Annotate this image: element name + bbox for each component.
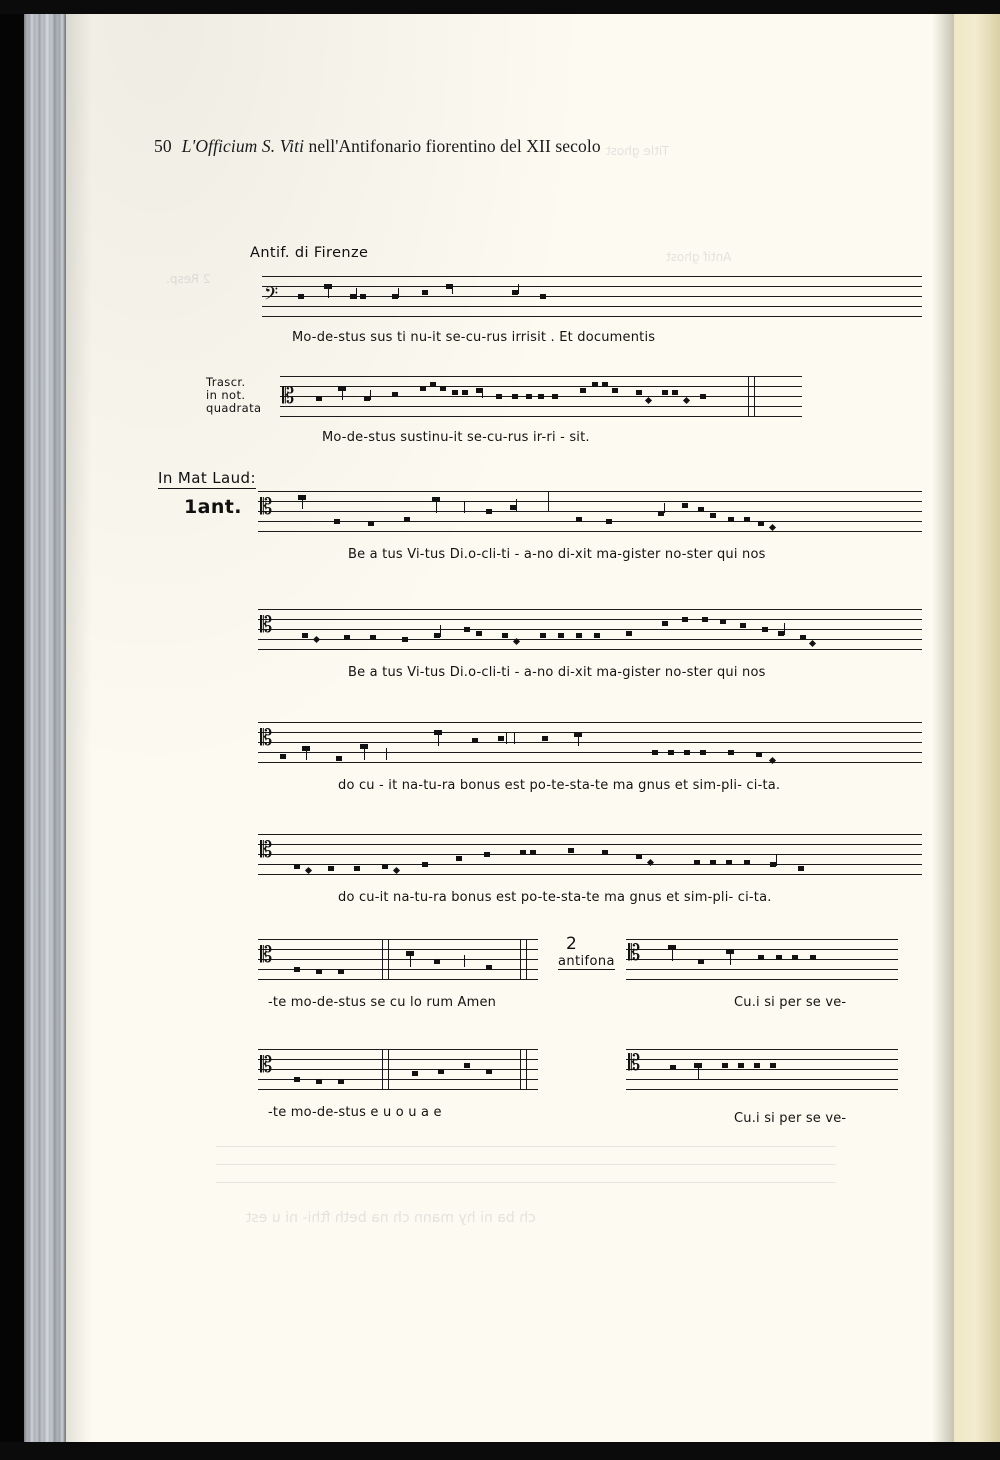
label-in-mat-laud: In Mat Laud:: [158, 469, 256, 487]
page-recto: [66, 14, 956, 1442]
clef-c: 𝄡: [282, 384, 295, 409]
staff-system-4: [258, 609, 922, 680]
staff-system-3: [258, 491, 922, 562]
left-gutter: [0, 0, 26, 1460]
staff-lines: [280, 376, 802, 418]
label-transcription-l1: Trascr.: [206, 375, 246, 389]
staff-system-8b: [626, 1049, 898, 1126]
staff-system-7a: [258, 939, 538, 1010]
staff-system-1: [262, 276, 922, 345]
bleed-through-text: 2 Resp.: [166, 272, 211, 286]
clef-c: 𝄡: [260, 943, 273, 968]
staff-system-5: [258, 722, 922, 793]
clef-c: 𝄡: [260, 838, 273, 863]
clef-c: 𝄡: [260, 613, 273, 638]
clef-c: 𝄡: [260, 726, 273, 751]
label-ant-2-number: 2: [566, 934, 578, 954]
clef-f: 𝄢: [264, 284, 279, 309]
chant-text-1: Mo-de-stus sus ti nu-it se-cu-rus irrisit . Et documentis: [292, 330, 656, 345]
clef-c: 𝄡: [260, 1053, 273, 1078]
chant-text-7b: Cu.i si per se ve-: [734, 995, 847, 1010]
label-antif-di-firenze: Antif. di Firenze: [250, 245, 369, 261]
bleed-through-rule: [216, 1146, 836, 1147]
bleed-through-text: Antif ghost: [666, 250, 732, 264]
clef-c: 𝄡: [628, 1051, 641, 1076]
page-number: 50: [154, 136, 172, 156]
clef-c: 𝄡: [628, 941, 641, 966]
page-edge-stack: [24, 0, 68, 1460]
chant-text-2: Mo-de-stus sustinu-it se-cu-rus ir-ri - sit.: [322, 430, 590, 445]
staff-system-8a: [258, 1049, 538, 1120]
chant-text-5: do cu - it na-tu-ra bonus est po-te-sta-te ma gnus et sim-pli- ci-ta.: [338, 778, 781, 793]
clef-c: 𝄡: [260, 495, 273, 520]
chant-text-3: Be a tus Vi-tus Di.o-cli-ti - a-no di-xit ma-gister no-ster qui nos: [348, 547, 766, 562]
staff-system-6: [258, 834, 922, 905]
page-fold-shadow: [932, 14, 954, 1442]
bleed-through-text: ch ba ni hy mann ch na beth fthi- ni u est: [246, 1210, 536, 1226]
bleed-through-text: Title ghost: [606, 144, 670, 158]
label-transcription: [206, 376, 261, 415]
chant-text-7a: -te mo-de-stus se cu lo rum Amen: [268, 995, 497, 1010]
staff-lines: [626, 1049, 898, 1091]
staff-lines: [258, 1049, 538, 1091]
chant-text-4: Be a tus Vi-tus Di.o-cli-ti - a-no di-xit ma-gister no-ster qui nos: [348, 665, 766, 680]
staff-lines: [258, 939, 538, 981]
bleed-through-rule: [216, 1182, 836, 1183]
staff-lines: [258, 834, 922, 876]
staff-lines: [262, 276, 922, 318]
staff-system-7b: [626, 939, 898, 1010]
running-head-subtitle: nell'Antifonario fiorentino del XII secolo: [304, 136, 601, 156]
label-ant-1: 1ant.: [184, 496, 242, 518]
staff-lines: [626, 939, 898, 981]
facing-page-edge: [954, 14, 1000, 1442]
staff-system-2: [280, 376, 802, 445]
page-header: [154, 136, 601, 157]
running-head-title: L'Officium S. Viti: [181, 136, 305, 156]
bottom-band: [0, 1442, 1000, 1460]
label-transcription-l3: quadrata: [206, 401, 262, 415]
staff-lines: [258, 609, 922, 651]
top-band: [0, 0, 1000, 14]
staff-lines: [258, 722, 922, 764]
chant-text-6: do cu-it na-tu-ra bonus est po-te-sta-te ma gnus et sim-pli- ci-ta.: [338, 890, 772, 905]
label-ant-2: antifona: [558, 954, 615, 969]
chant-text-8a: -te mo-de-stus e u o u a e: [268, 1105, 442, 1120]
chant-text-8b: Cu.i si per se ve-: [734, 1111, 847, 1126]
label-transcription-l2: in not.: [206, 388, 246, 402]
bleed-through-rule: [216, 1164, 836, 1165]
staff-lines: [258, 491, 922, 533]
